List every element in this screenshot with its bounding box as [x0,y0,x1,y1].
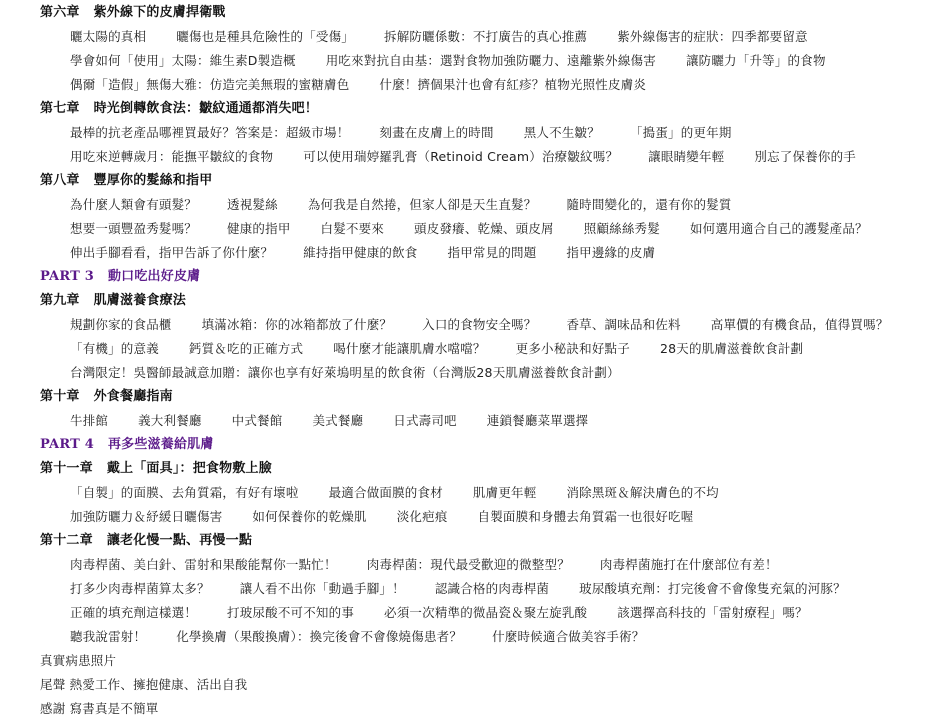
section-title: 偶爾「造假」無傷大雅：仿造完美無瑕的蜜糖膚色 [70,77,350,92]
chapter-number: 第十章 [40,389,80,404]
section-title: 曬傷也是種具危險性的「受傷」 [176,29,355,44]
section-title: 「有機」的意義 [70,341,159,356]
part-heading [40,433,214,457]
section-title: 肉毒桿菌：現代最受歡迎的微整型？ [366,557,570,572]
section-title: 台灣限定！吳醫師最誠意加贈：讓你也享有好萊塢明星的飲食術（台灣版28天肌膚滋養飲食計劃） [70,365,620,380]
section-title: 紫外線傷害的症狀：四季都要留意 [617,29,808,44]
section-title: 可以使用瑞婷羅乳膏（Retinoid Cream）治療皺紋嗎？ [303,149,619,164]
section-title: 聽我說雷射！ [70,629,147,644]
section-title: 讓眼睛變年輕 [648,149,725,164]
section-title: 填滿冰箱：你的冰箱都放了什麼？ [201,317,393,332]
section-title: 為何我是自然捲，但家人卻是天生直髮？ [307,197,537,212]
section-title: 如何選用適合自己的護髮產品？ [689,221,868,236]
section-title: 透視髮絲 [227,197,278,212]
section-title: 更多小秘訣和好點子 [515,341,630,356]
section-title: 自製面膜和身體去角質霜一也很好吃喔 [477,509,694,524]
section-row [70,25,808,49]
section-title: 為什麼人類會有頭髮？ [70,197,198,212]
section-title: 鈣質＆吃的正確方式 [188,341,304,356]
section-title: 認識合格的肉毒桿菌 [434,581,550,596]
chapter-number: 第八章 [40,173,80,188]
section-title: 入口的食物安全嗎？ [422,317,537,332]
section-title: 肉毒桿菌施打在什麼部位有差！ [599,557,778,572]
chapter-heading [40,289,186,313]
section-row [70,121,732,145]
section-title: 曬太陽的真相 [70,29,147,44]
section-title: 維持指甲健康的飲食 [303,245,418,260]
section-row [70,577,846,601]
part-title: 再多些滋養給肌膚 [107,437,214,452]
section-title: 指甲邊緣的皮膚 [566,245,656,260]
section-row [70,625,644,649]
section-title: 高單價的有機食品，值得買嗎？ [710,317,889,332]
section-title: 肉毒桿菌、美白針、雷射和果酸能幫你一點忙！ [70,557,337,572]
section-title: 學會如何「使用」太陽：維生素D製造概 [70,53,296,68]
section-title: 該選擇高科技的「雷射療程」嗎？ [617,605,808,620]
part-title: 動口吃出好皮膚 [107,269,201,284]
back-matter-title: 尾聲 熱愛工作、擁抱健康、活出自我 [40,677,248,692]
back-matter-title: 感謝 寫書真是不簡單 [40,701,159,716]
section-title: 日式壽司吧 [393,413,457,428]
section-title: 什麼！擠個果汁也會有紅疹？植物光照性皮膚炎 [379,77,647,92]
section-title: 用吃來逆轉歲月：能撫平皺紋的食物 [70,149,274,164]
chapter-heading [40,97,318,121]
section-title: 美式餐廳 [312,413,364,428]
section-title: 想要一頭豐盈秀髮嗎？ [70,221,198,236]
section-row [70,361,620,385]
section-title: 中式餐館 [231,413,283,428]
section-title: 淡化疤痕 [396,509,448,524]
section-row [70,337,803,361]
chapter-number: 第七章 [40,101,80,116]
chapter-heading [40,385,173,409]
section-title: 黑人不生皺？ [523,125,600,140]
chapter-title: 豐厚你的髮絲和指甲 [93,173,213,188]
section-title: 肌膚更年輕 [472,485,537,500]
section-title: 用吃來對抗自由基：選對食物加強防曬力、遠離紫外線傷害 [325,53,656,68]
section-title: 加強防曬力＆紓緩日曬傷害 [70,509,223,524]
section-title: 頭皮發癢、乾燥、頭皮屑 [414,221,554,236]
section-title: 隨時間變化的，還有你的髮質 [566,197,732,212]
section-row [70,145,856,169]
section-title: 最適合做面膜的食材 [328,485,443,500]
section-title: 什麼時候適合做美容手術？ [492,629,645,644]
section-title: 「搗蛋」的更年期 [629,125,732,140]
back-matter-item [40,697,158,721]
chapter-number: 第九章 [40,293,80,308]
section-title: 讓人看不出你「動過手腳」！ [239,581,405,596]
section-row [70,49,826,73]
section-row [70,505,693,529]
section-title: 喝什麼才能讓肌膚水噹噹？ [333,341,486,356]
chapter-title: 紫外線下的皮膚捍衛戰 [93,5,226,20]
back-matter-item [40,649,116,673]
section-title: 伸出手腳看看，指甲告訴了你什麼？ [70,245,274,260]
section-row [70,409,588,433]
section-title: 指甲常見的問題 [447,245,537,260]
section-title: 打多少肉毒桿菌算太多？ [70,581,210,596]
section-row [70,73,646,97]
section-title: 化學換膚（果酸換膚）：換完後會不會像燒傷患者？ [176,629,463,644]
part-number: PART 3 [40,269,94,284]
chapter-heading [40,169,212,193]
chapter-number: 第十一章 [40,461,93,476]
chapter-heading [40,1,226,25]
section-row [70,553,778,577]
section-title: 照顧絲絲秀髮 [583,221,660,236]
section-row [70,193,732,217]
chapter-number: 第六章 [40,5,80,20]
section-title: 義大利餐廳 [138,413,202,428]
section-title: 規劃你家的食品櫃 [70,317,172,332]
chapter-title: 戴上「面具」：把食物敷上臉 [106,461,272,476]
chapter-title: 外食餐廳指南 [93,389,173,404]
section-title: 玻尿酸填充劑：打完後會不會像隻充氣的河豚？ [579,581,846,596]
part-number: PART 4 [40,437,94,452]
section-title: 正確的填充劑這樣選！ [70,605,198,620]
section-title: 「自製」的面膜、去角質霜，有好有壞啦 [70,485,299,500]
chapter-heading [40,457,272,481]
chapter-heading [40,529,252,553]
section-row [70,601,808,625]
section-title: 打玻尿酸不可不知的事 [227,605,355,620]
chapter-title: 肌膚滋養食療法 [93,293,187,308]
section-row [70,313,889,337]
section-title: 連鎖餐廳菜單選擇 [486,413,589,428]
section-row [70,241,655,265]
section-title: 白髮不要來 [320,221,385,236]
part-heading [40,265,200,289]
chapter-title: 時光倒轉飲食法：皺紋通通都消失吧！ [93,101,319,116]
section-title: 消除黑斑＆解決膚色的不均 [566,485,719,500]
section-row [70,481,719,505]
section-title: 拆解防曬係數：不打廣告的真心推薦 [384,29,588,44]
section-title: 香草、調味品和佐料 [566,317,681,332]
chapter-number: 第十二章 [40,533,93,548]
section-title: 如何保養你的乾燥肌 [252,509,367,524]
back-matter-item [40,673,247,697]
back-matter-title: 真實病患照片 [40,653,117,668]
chapter-title: 讓老化慢一點、再慢一點 [106,533,253,548]
section-title: 必須一次精準的微晶瓷＆聚左旋乳酸 [384,605,588,620]
section-row [70,217,868,241]
section-title: 牛排館 [70,413,109,428]
section-title: 28天的肌膚滋養飲食計劃 [659,341,804,356]
section-title: 最棒的抗老產品哪裡買最好？答案是：超級市場！ [70,125,350,140]
section-title: 健康的指甲 [227,221,291,236]
section-title: 刻畫在皮膚上的時間 [379,125,494,140]
section-title: 讓防曬力「升等」的食物 [685,53,826,68]
section-title: 別忘了保養你的手 [754,149,856,164]
